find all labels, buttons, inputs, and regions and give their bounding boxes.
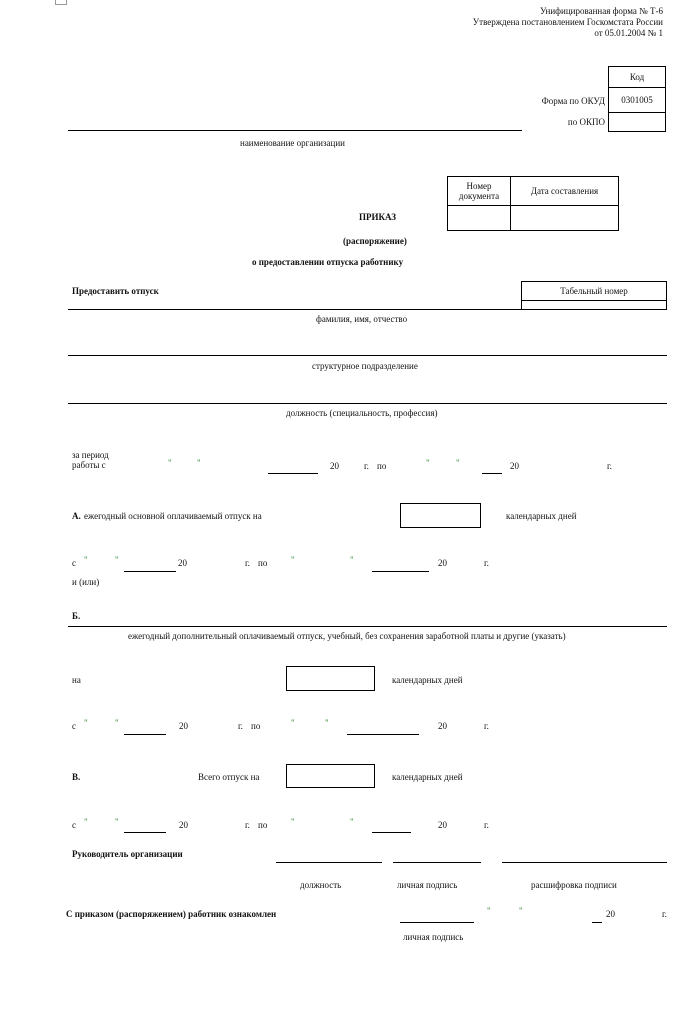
section-b-from-year-prefix: 20 — [179, 721, 188, 731]
section-b-caption: ежегодный дополнительный оплачиваемый отпуск, учебный, без сохранения заработной платы и другие (указать) — [128, 631, 566, 641]
section-b-from-quote-open: " — [84, 718, 88, 728]
period-to-year-prefix: 20 — [510, 461, 519, 471]
doc-number-value[interactable] — [447, 205, 511, 231]
form-reference-line3: от 05.01.2004 № 1 — [594, 28, 663, 38]
section-v-to-year-suffix: г. — [484, 820, 489, 830]
section-b-from-month-line[interactable] — [124, 734, 166, 735]
section-v-from-month-line[interactable] — [124, 832, 166, 833]
organization-caption: наименование организации — [240, 138, 345, 148]
order-subject: о предоставлении отпуска работнику — [252, 257, 404, 267]
head-signature-caption: личная подпись — [397, 880, 458, 890]
head-position-caption: должность — [300, 880, 342, 890]
section-v-to-month-line[interactable] — [372, 832, 411, 833]
section-b-type-line[interactable] — [68, 626, 667, 627]
section-v-to-quote-open: " — [291, 817, 295, 827]
section-a-text: ежегодный основной оплачиваемый отпуск на — [84, 511, 262, 521]
head-signature-line[interactable] — [393, 862, 481, 863]
position-caption: должность (специальность, профессия) — [286, 408, 438, 418]
doc-number-header: Номер документа — [447, 176, 511, 206]
department-line[interactable] — [68, 355, 667, 356]
section-b-from-year-suffix: г. — [238, 721, 243, 731]
form-reference-line1: Унифицированная форма № Т-6 — [539, 6, 663, 16]
period-to-quote-close: " — [456, 458, 460, 468]
okpo-label: по ОКПО — [567, 117, 605, 127]
section-v-to-label: по — [258, 820, 268, 830]
okpo-value-cell[interactable] — [608, 112, 666, 132]
section-b-days-label: календарных дней — [392, 675, 463, 685]
section-a-from-quote-open: " — [84, 555, 88, 565]
section-a-to-label: по — [258, 558, 268, 568]
period-from-month-line[interactable] — [268, 473, 318, 474]
section-a-letter: А. — [72, 511, 81, 521]
section-v-from-quote-close: " — [115, 817, 119, 827]
acquainted-quote-close: " — [519, 906, 523, 916]
tab-number-field[interactable] — [521, 300, 667, 310]
and-or-label: и (или) — [72, 577, 100, 587]
section-a-days-label: календарных дней — [506, 511, 577, 521]
section-b-to-year-suffix: г. — [484, 721, 489, 731]
okud-label: Форма по ОКУД — [541, 96, 605, 106]
section-v-total-label: Всего отпуск на — [198, 772, 260, 782]
period-from-quote-open: " — [168, 458, 172, 468]
organization-name-line[interactable] — [68, 130, 522, 131]
period-to-quote-open: " — [426, 458, 430, 468]
section-b-from-label: с — [72, 721, 76, 731]
period-from-year-suffix: г. — [364, 461, 369, 471]
section-a-to-month-line[interactable] — [372, 571, 429, 572]
tab-number-header: Табельный номер — [521, 281, 667, 301]
doc-date-value[interactable] — [510, 205, 619, 231]
period-from-year-prefix: 20 — [330, 461, 339, 471]
section-v-letter: В. — [72, 772, 81, 782]
position-line[interactable] — [68, 403, 667, 404]
period-label-line1: за период — [72, 450, 109, 460]
head-position-line[interactable] — [276, 862, 382, 863]
section-a-to-quote-open: " — [291, 555, 295, 565]
head-label: Руководитель организации — [72, 849, 183, 859]
period-to-month-line[interactable] — [482, 473, 502, 474]
section-a-days-field[interactable] — [400, 503, 481, 528]
doc-date-header: Дата составления — [510, 176, 619, 206]
section-v-days-label: календарных дней — [392, 772, 463, 782]
section-a-to-quote-close: " — [350, 555, 354, 565]
section-a-from-year-suffix: г. — [245, 558, 250, 568]
employee-signature-line[interactable] — [400, 922, 474, 923]
department-caption: структурное подразделение — [312, 361, 418, 371]
section-a-to-year-prefix: 20 — [438, 558, 447, 568]
section-v-days-field[interactable] — [286, 764, 375, 788]
acquainted-label: С приказом (распоряжением) работник ознакомлен — [66, 909, 277, 919]
acquainted-year-prefix: 20 — [606, 909, 615, 919]
section-b-to-quote-close: " — [325, 718, 329, 728]
code-header-cell: Код — [608, 66, 666, 88]
grant-leave-label: Предоставить отпуск — [72, 286, 159, 296]
head-decode-line[interactable] — [502, 862, 667, 863]
period-from-quote-close: " — [197, 458, 201, 468]
order-title: ПРИКАЗ — [359, 212, 397, 222]
grant-leave-line[interactable] — [68, 309, 522, 310]
section-b-from-quote-close: " — [115, 718, 119, 728]
section-a-from-year-prefix: 20 — [178, 558, 187, 568]
section-v-from-year-suffix: г. — [245, 820, 250, 830]
period-to-label: по — [377, 461, 387, 471]
section-b-on-label: на — [72, 675, 81, 685]
fio-caption: фамилия, имя, отчество — [316, 314, 408, 324]
okud-value-cell[interactable]: 0301005 — [608, 87, 666, 113]
section-v-to-year-prefix: 20 — [438, 820, 447, 830]
section-b-to-quote-open: " — [291, 718, 295, 728]
section-a-from-month-line[interactable] — [124, 571, 176, 572]
section-b-to-label: по — [251, 721, 261, 731]
section-b-to-month-line[interactable] — [347, 734, 419, 735]
section-v-to-quote-close: " — [350, 817, 354, 827]
section-v-from-year-prefix: 20 — [179, 820, 188, 830]
section-b-letter: Б. — [72, 611, 81, 621]
section-a-from-quote-close: " — [115, 555, 119, 565]
section-a-to-year-suffix: г. — [484, 558, 489, 568]
order-subtitle: (распоряжение) — [343, 236, 407, 246]
form-reference-line2: Утверждена постановлением Госкомстата России — [472, 17, 663, 27]
section-v-from-quote-open: " — [84, 817, 88, 827]
period-to-year-suffix: г. — [607, 461, 612, 471]
acquainted-year-suffix: г. — [662, 909, 667, 919]
section-b-to-year-prefix: 20 — [438, 721, 447, 731]
employee-signature-caption: личная подпись — [403, 932, 464, 942]
acquainted-quote-open: " — [487, 906, 491, 916]
section-v-from-label: с — [72, 820, 76, 830]
period-label-line2: работы с — [72, 460, 106, 470]
section-b-days-field[interactable] — [286, 666, 375, 691]
head-decode-caption: расшифровка подписи — [531, 880, 617, 890]
acquainted-month-line[interactable] — [592, 922, 602, 923]
section-a-from-label: с — [72, 558, 76, 568]
page-corner-marker — [55, 0, 67, 5]
